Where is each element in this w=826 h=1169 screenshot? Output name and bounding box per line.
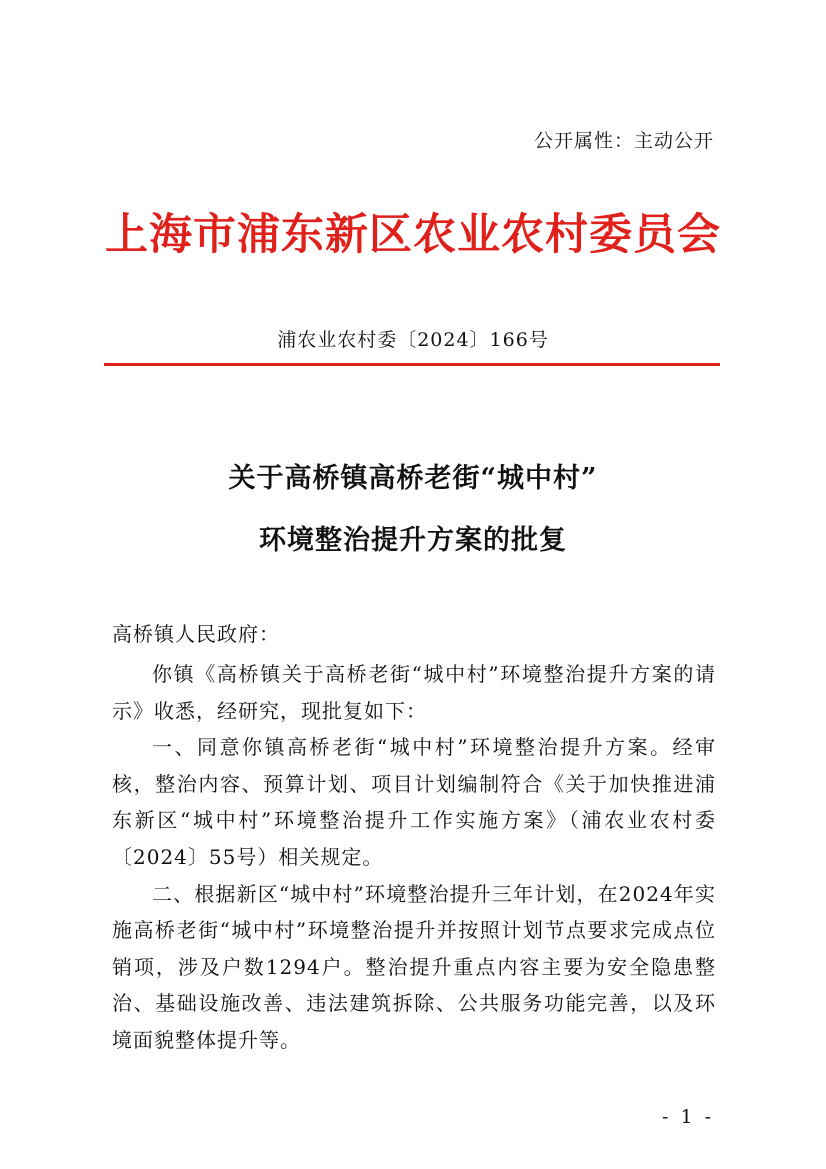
paragraph-intro: 你镇《高桥镇关于高桥老街“城中村”环境整治提升方案的请示》收悉，经研究，现批复如下： <box>112 662 716 723</box>
title-line-1: 关于高桥镇高桥老街“城中村” <box>228 463 598 494</box>
paragraph-item-2: 二、根据新区“城中村”环境整治提升三年计划，在2024年实施高桥老街“城中村”环境整治提升并按照计划节点要求完成点位销项，涉及户数1294户。整治提升重点内容主要为安全隐患整治、基础设施改善、违法建筑拆除、公共服务功能完善，以及环境面貌整体提升等。 <box>112 881 716 1052</box>
addressee: 高桥镇人民政府： <box>112 622 280 646</box>
page-number: - 1 - <box>661 1106 714 1128</box>
red-divider <box>104 363 720 366</box>
body-text <box>112 656 716 1059</box>
issuing-authority: 上海市浦东新区农业农村委员会 <box>105 210 721 260</box>
document-title <box>0 448 826 572</box>
title-line-2: 环境整治提升方案的批复 <box>259 525 567 556</box>
document-number: 浦农业农村委〔2024〕166号 <box>277 329 549 351</box>
disclosure-attribute: 公开属性：主动公开 <box>533 130 714 152</box>
paragraph-item-1: 一、同意你镇高桥老街“城中村”环境整治提升方案。经审核，整治内容、预算计划、项目计划编制符合《关于加快推进浦东新区“城中村”环境整治提升工作实施方案》（浦农业农村委〔2024〕55号）相关规定。 <box>112 735 716 869</box>
